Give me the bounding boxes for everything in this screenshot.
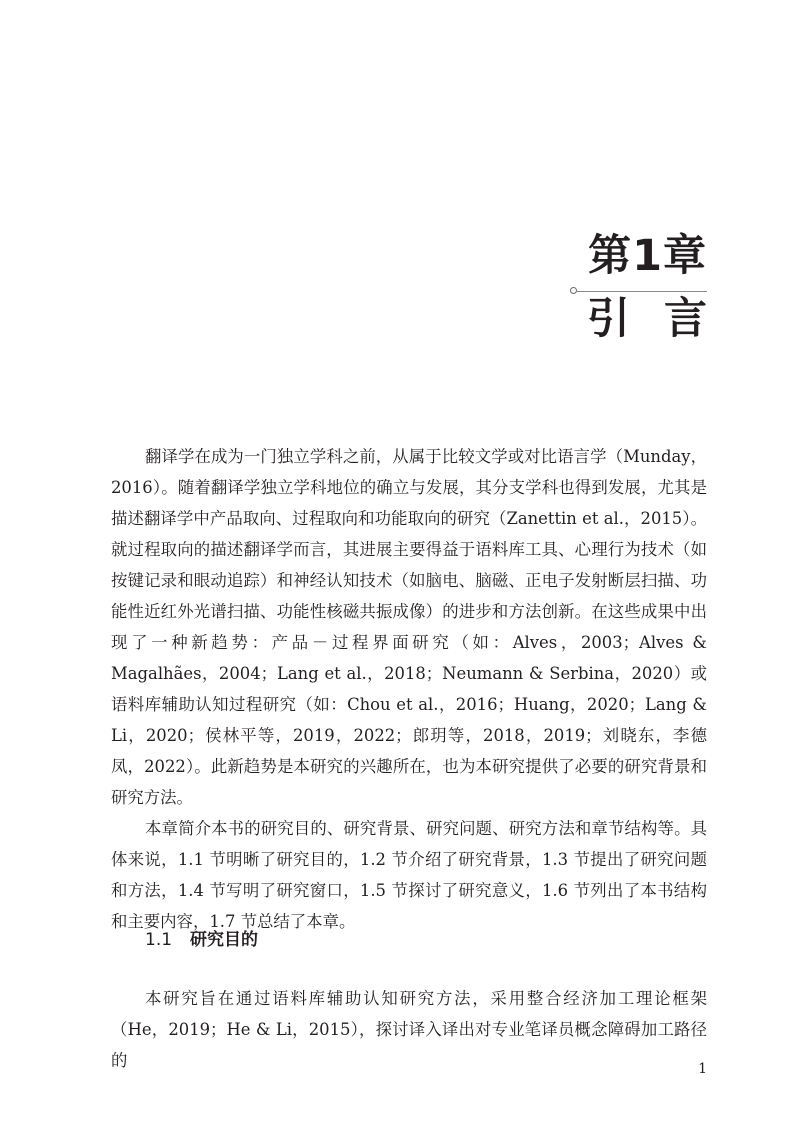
chapter-number: 第1章 (588, 231, 707, 281)
body-paragraph-overview: 本章简介本书的研究目的、研究背景、研究问题、研究方法和章节结构等。具体来说，1.1 节明晰了研究目的，1.2 节介绍了研究背景，1.3 节提出了研究问题和方法，1.4 节写明了研究窗口，1.5 节探讨了研究意义，1.6 节列出了本书结构和主要内容，1.7 节总结了本章。 (111, 819, 707, 931)
chapter-rule (577, 291, 707, 292)
section-heading (145, 928, 258, 952)
body-paragraph-intro: 翻译学在成为一门独立学科之前，从属于比较文学或对比语言学（Munday，2016）。随着翻译学独立学科地位的确立与发展，其分支学科也得到发展，尤其是描述翻译学中产品取向、过程取向和功能取向的研究（Zanettin et al.，2015）。就过程取向的描述翻译学而言，其进展主要得益于语料库工具、心理行为技术（如按键记录和眼动追踪）和神经认知技术（如脑电、脑磁、正电子发射断层扫描、功能性近红外光谱扫描、功能性核磁共振成像）的进步和方法创新。在这些成果中出现了一种新趋势：产品－过程界面研究（如：Alves，2003；Alves & Magalhães，2004；Lang et al.，2018；Neumann & Serbina，2020）或语料库辅助认知过程研究（如：Chou et al.，2016；Huang，2020；Lang & Li，2020；侯林平等，2019，2022；郎玥等，2018，2019；刘晓东，李德凤，2022）。此新趋势是本研究的兴趣所在，也为本研究提供了必要的研究背景和研究方法。 (111, 447, 707, 807)
chapter-rule-dot (570, 287, 577, 294)
section-title: 研究目的 (190, 930, 259, 950)
body-paragraph-purpose: 本研究旨在通过语料库辅助认知研究方法，采用整合经济加工理论框架（He，2019；He & Li，2015），探讨译入译出对专业笔译员概念障碍加工路径的 (111, 989, 707, 1070)
section-number: 1.1 (145, 930, 173, 950)
chapter-title: 引言 (587, 294, 741, 344)
page-number: 1 (698, 1061, 707, 1077)
